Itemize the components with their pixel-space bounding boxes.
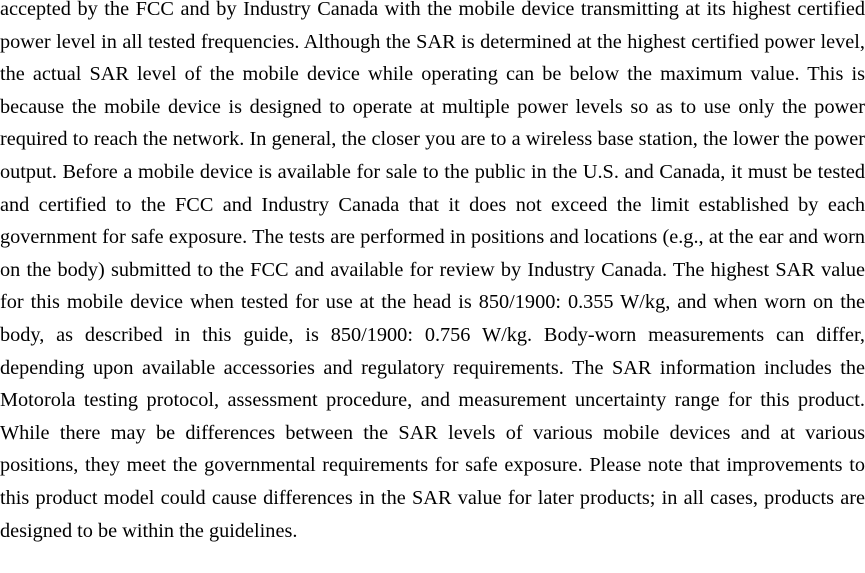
sar-information-paragraph: accepted by the FCC and by Industry Canada with the mobile device transmitting at its highest certified power level in all tested frequencies. Although the SAR is determined at the highest certified power level, the actual SAR level of the mobile device while operating can be below the maximum value. This is because the mobile device is designed to operate at multiple power levels so as to use only the power required to reach the network. In general, the closer you are to a wireless base station, the lower the power output. Before a mobile device is available for sale to the public in the U.S. and Canada, it must be tested and certified to the FCC and Industry Canada that it does not exceed the limit established by each government for safe exposure. The tests are performed in positions and locations (e.g., at the ear and worn on the body) submitted to the FCC and available for review by Industry Canada. The highest SAR value for this mobile device when tested for use at the head is 850/1900: 0.355 W/kg, and when worn on the body, as described in this guide, is 850/1900: 0.756 W/kg. Body-worn measurements can differ, depending upon available accessories and regulatory requirements. The SAR information includes the Motorola testing protocol, assessment procedure, and measurement uncertainty range for this product. While there may be differences between the SAR levels of various mobile devices and at various positions, they meet the governmental requirements for safe exposure. Please note that improvements to this product model could cause differences in the SAR value for later products; in all cases, products are designed to be within the guidelines. [0, 0, 865, 542]
